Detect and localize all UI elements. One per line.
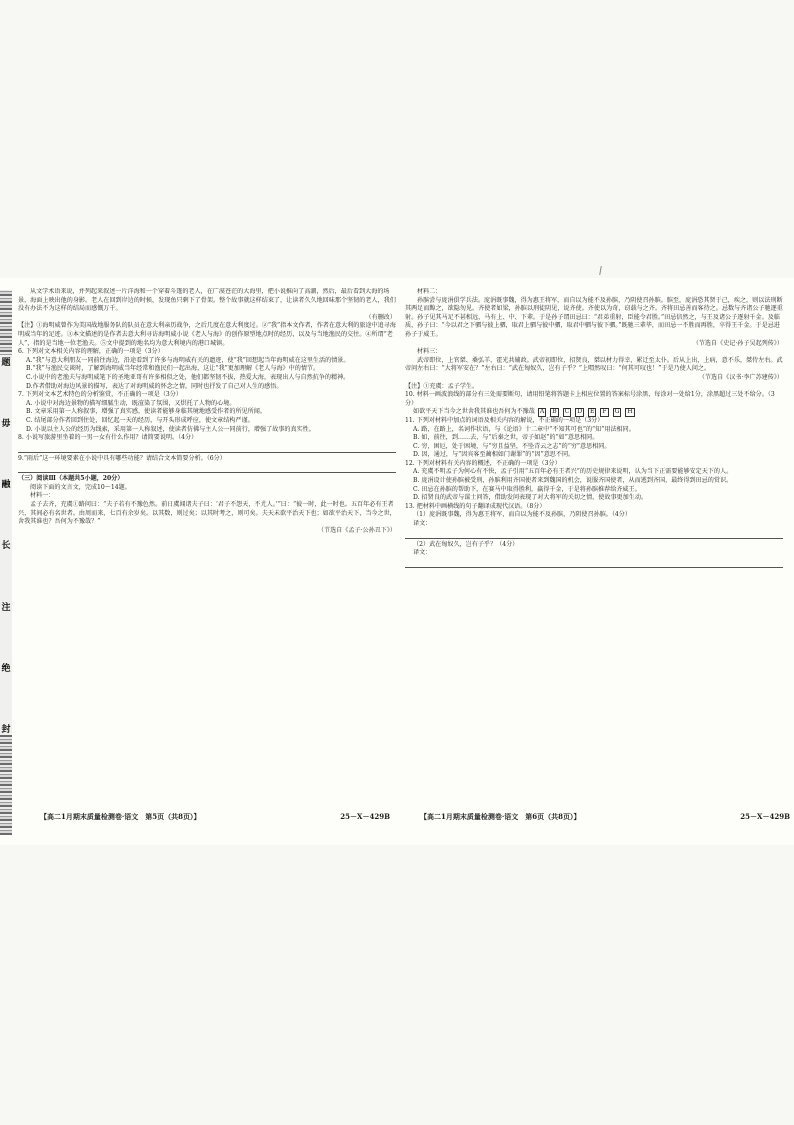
strip-char: 封 xyxy=(1,724,11,735)
strip-char: 毋 xyxy=(1,419,11,430)
binding-strip xyxy=(0,355,12,735)
choice-box-h[interactable]: H xyxy=(627,408,633,416)
choice-box-d[interactable]: D xyxy=(577,408,583,416)
choice-box-e[interactable]: E xyxy=(590,408,595,416)
question-7: 7. 下列对文本艺术特色的分析鉴赏，不正确的一项是（3分） xyxy=(18,391,182,399)
translation-label: 译文： xyxy=(413,549,432,557)
strip-char: 题 xyxy=(1,358,11,368)
question-12-option-c: C. 田忌在孙膑的帮助下，在赛马中取得胜利，赢得千金，于是将孙膑推荐给齐威王。 xyxy=(413,485,641,493)
material-3-text: 武帝即位，上官桀、桑弘羊、霍光共辅政。武帝初即位，招贤良，桀以材力得幸，累迁至太仆。后从上出，上病，意不乐，桀侍左右。武帝问左右曰：“大将军安在？”左右曰：“武在匈奴久，岂有子乎？”上喟然叹曰：“何其可叹也！”于是乃使人问之。 xyxy=(405,356,783,373)
answer-line xyxy=(405,559,783,568)
translation-label: 译文： xyxy=(413,520,432,528)
answer-line xyxy=(405,530,783,539)
material-2-text: 孙膑尝与庞涓俱学兵法。庞涓既事魏，得为惠王将军，而自以为能不及孙膑，乃阴使召孙膑。膑至，庞涓恐其贤于己，疾之，则以法刑断其两足而黥之，欲隐勿见。齐使者如梁，孙膑以刑徒阴见，说齐使。齐使以为奇，窃载与之齐。齐将田忌善而客待之。忌数与齐诸公子驰逐重射。孙子见其马足不甚相远，马有上、中、下辈。于是孙子谓田忌曰：“君弟重射，臣能令君胜。”田忌信然之，与王及诸公子逐射千金。及临质，孙子曰：“今以君之下驷与彼上驷，取君上驷与彼中驷，取君中驷与彼下驷。”既驰三辈毕，而田忌一不胜而再胜，卒得王千金。于是忌进孙子于威王。 xyxy=(405,296,783,338)
right-page xyxy=(405,288,783,828)
question-9: 9.“雨后”这一环境要素在小说中具有哪些功能？请结合文本简要分析。（6分） xyxy=(18,454,226,462)
question-10-text: 如欲平天下当今之世舍我其谁也吾何为不豫哉 xyxy=(413,408,535,416)
material-2-source: （节选自《史记·孙子吴起列传》） xyxy=(692,339,783,347)
material-3-label: 材料三： xyxy=(417,348,442,356)
pen-mark xyxy=(599,266,602,275)
section-3-intro: 阅读下面的文言文，完成10～14题。 xyxy=(30,483,131,491)
left-footer xyxy=(40,812,390,822)
question-7-option-d: D. 小说以主人公的经历为线索，采用第一人称叙述，使读者仿佛与主人公一同前行，增强了故事的真实性。 xyxy=(26,425,315,433)
question-7-option-a: A. 小说中对海边景物的描写细腻生动，既渲染了氛围，又烘托了人物的心境。 xyxy=(26,399,236,407)
strip-char: 注 xyxy=(1,602,11,613)
section-3-title: （三）阅读Ⅲ（本题共5小题，20分） xyxy=(18,475,124,483)
question-10-line xyxy=(405,408,783,417)
question-12-option-b: B. 庞涓设计使孙膑被受刑，孙膑利用齐国使者来到魏国的机会，说服齐国使者，从而逃到齐国，最终得到田忌的赏识。 xyxy=(413,477,733,485)
left-page xyxy=(18,288,396,828)
question-13-2: （2）武在匈奴久，岂有子乎？（4分） xyxy=(413,540,519,548)
right-footer xyxy=(420,812,790,822)
strip-char: 绝 xyxy=(1,663,11,674)
annotation-note: 【注】①海明威曾作为美国战地服务队的队员在意大利亲历战争，之后几度在意大利度过。②“我”指本文作者，作者在意大利的旅途中追寻海明威当年的足迹。③本文描述的是作者去意大利寻访海明威小说《老人与海》的创作原型地点时的经历，以及与当地渔民的交往。④所谓“老人”，指的是当地一位老渔夫。⑤文中提到的地名均为意大利境内的港口城镇。 xyxy=(18,322,396,347)
material-1-text: 孟子去齐，充虞①路问曰：“夫子若有不豫色然。前日虞闻诸夫子曰：‘君子不怨天，不尤人。’”曰：“彼一时，此一时也。五百年必有王者兴，其间必有名世者。由周而来，七百有余岁矣。以其数，则过矣；以其时考之，则可矣。夫天未欲平治天下也；如欲平治天下，当今之世，舍我其谁也？吾何为不豫哉？” xyxy=(18,501,396,526)
question-11-option-a: A. 路，在路上，名词作状语，与《论语》十二章中“不知其可也”的“知”用法相同。 xyxy=(413,425,635,433)
question-7-option-c: C. 结尾部分作者回到住处，回忆起一天的经历，与开头形成呼应，使文章结构严谨。 xyxy=(26,416,254,424)
question-13: 13. 把材料中画横线的句子翻译成现代汉语。（8分） xyxy=(405,502,546,510)
passage-tail: 从文学术语来说，并列起来叙述一片洋海和一个穿着斗篷的老人，在广漠苍茫的大海里，把小说推向了高潮，然后，最后看到大海的场景，海面上映出他的身影。老人在回到岸边的时候，发现鱼只剩下了骨架。整个故事就这样结束了，让读者久久地回味那个坚韧的老人，我们没有办法不为这样的结局而感慨万千。 xyxy=(18,288,396,313)
choice-box-g[interactable]: G xyxy=(614,408,620,416)
footer-code: 25－X－429B xyxy=(740,812,790,821)
source-note: （有删改） xyxy=(365,313,396,321)
question-11: 11. 下列对材料中加点的词语及相关内容的解说，不正确的一项是（3分） xyxy=(405,416,604,424)
question-6-option-b: B.“我”与渔民交谈时，了解到海明威当年经常和渔民们一起出海，这让“我”更加理解《老人与海》中的情节。 xyxy=(26,365,320,373)
question-11-option-b: B. 如，前往，到……去，与“后秦之世，帝子如赵”的“如”意思相同。 xyxy=(413,434,599,442)
material-2-label: 材料二： xyxy=(417,288,442,295)
question-11-option-c: C. 穷，困厄，处于困境，与“穷且益坚，不坠青云之志”的“穷”意思相同。 xyxy=(413,442,611,450)
question-13-1: （1）庞涓既事魏，得为惠王将军，而自以为能不及孙膑，乃阴使召孙膑。（4分） xyxy=(413,511,631,519)
answer-line xyxy=(18,444,396,453)
question-6: 6. 下列对文本相关内容的理解，正确的一项是（3分） xyxy=(18,348,164,356)
choice-box-f[interactable]: F xyxy=(602,408,607,416)
question-8: 8. 小说写旅游里坐着的一男一女有什么作用？请简要说明。（4分） xyxy=(18,434,198,442)
question-6-option-a: A.“我”与意大利朋友一同前往海边，沿途看到了许多与海明威有关的遗迹，使“我”回想起当年海明威在这里生活的情景。 xyxy=(26,356,350,364)
footer-title: 【高二1月期末质量检测卷·语文 第6页（共8页）】 xyxy=(420,812,581,821)
question-12: 12. 下列对材料有关内容的概述，不正确的一项是（3分） xyxy=(405,459,561,467)
footer-code: 25－X－429B xyxy=(340,812,390,821)
question-12-option-d: D. 招贤良的武帝与谋士问答，借助发问表现了对大将军的关切之情，使故事更加生动。 xyxy=(413,494,648,502)
material-3-source: （节选自《汉书·李广苏建传》） xyxy=(698,373,783,381)
choice-box-c[interactable]: C xyxy=(564,408,570,416)
question-6-option-c: C.小说中的老渔夫与海明威笔下的圣地亚哥有许多相似之处，他们都坚韧不拔，热爱大海，表现出人与自然抗争的精神。 xyxy=(26,373,350,381)
question-12-option-a: A. 充虞不明孟子为何心有不快，孟子引用“五百年必有王者兴”的历史规律来说明，认为当下正需要能够安定天下的人。 xyxy=(413,468,733,476)
question-10: 10. 材料一画波浪线的部分有三处需要断句，请用铅笔将答题卡上相应位置的答案标号涂黑，每涂对一处给1分，涂黑超过三处不给分。（3分） xyxy=(405,391,775,407)
strip-char: 融 xyxy=(1,480,11,491)
answer-line xyxy=(18,464,396,473)
strip-char: 长 xyxy=(1,541,11,552)
question-6-option-d: D.作者借助对海边风景的描写，表达了对海明威的怀念之情，同时也抒发了自己对人生的感悟。 xyxy=(26,382,283,390)
question-7-option-b: B. 文章采用第一人称叙事，增强了真实感，使读者能够身临其境地感受作者的所见所闻。 xyxy=(26,408,266,416)
choice-box-a[interactable]: A xyxy=(539,408,545,416)
annotation-note-2: 【注】①充虞：孟子学生。 xyxy=(405,382,479,390)
choice-box-b[interactable]: B xyxy=(552,408,557,416)
footer-title: 【高二1月期末质量检测卷·语文 第5页（共8页）】 xyxy=(40,812,201,821)
question-11-option-d: D. 因，通过，与“因宾客至蔺相如门谢罪”的“因”意思不同。 xyxy=(413,451,575,459)
material-1-label: 材料一： xyxy=(30,492,55,500)
material-1-source: （节选自《孟子·公孙丑下》） xyxy=(317,526,396,534)
